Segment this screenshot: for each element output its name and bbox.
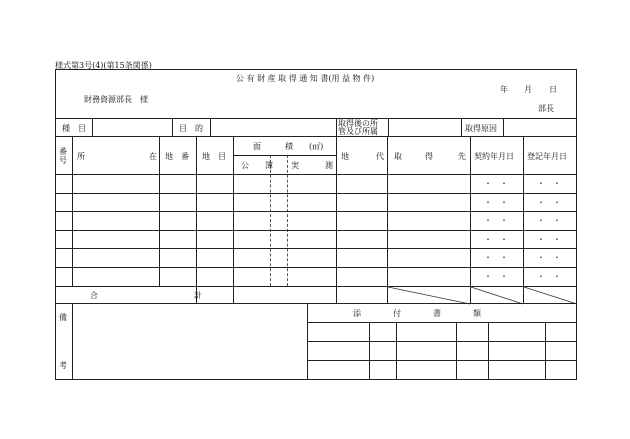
registry-dots-6: ・ ・ [537,272,561,281]
header-area-unit: (㎡) [309,142,324,151]
contract-dots-1: ・ ・ [484,179,508,188]
header-contract-date: 契約年月日 [474,152,514,161]
contract-dots-5: ・ ・ [484,253,508,262]
header-seller-c: 先 [458,152,466,161]
total-label-b: 計 [194,291,202,300]
header-area-jissoku-b: 測 [325,161,333,170]
header-chiban: 地 番 [165,152,189,161]
header-seller-b: 得 [425,152,433,161]
remarks-label-a: 備 [59,313,67,322]
form-code: 様式第3号(4)(第15条関係) [55,61,152,70]
label-reason: 取得原因 [465,124,497,133]
label-purpose: 目 的 [179,124,203,133]
addressee: 財務資源部長 様 [84,95,148,104]
info-row [55,118,577,137]
date-day: 日 [549,85,557,94]
header-area-jissoku-a: 実 [291,161,299,170]
contract-dots-2: ・ ・ [484,198,508,207]
label-owner-2: 管及び所属 [338,127,378,136]
registry-dots-3: ・ ・ [537,216,561,225]
header-location-a: 所 [77,152,85,161]
header-registry-date: 登記年月日 [527,152,567,161]
registry-dots-5: ・ ・ [537,253,561,262]
header-rent-b: 代 [376,152,384,161]
form-title: 公 有 財 産 取 得 通 知 書(用 益 物 件) [236,74,375,83]
label-owner-1: 取得後の所 [338,119,378,128]
registry-dots-2: ・ ・ [537,198,561,207]
contract-dots-6: ・ ・ [484,272,508,281]
header-location-b: 在 [149,152,157,161]
header-area-b: 積 [285,142,293,151]
registry-dots-4: ・ ・ [537,235,561,244]
contract-dots-4: ・ ・ [484,235,508,244]
header-area-kobo: 公 簿 [241,161,273,170]
header-area-a: 面 [253,142,261,151]
total-label-a: 合 [90,291,98,300]
remarks-label-b: 考 [59,361,67,370]
registry-dots-1: ・ ・ [537,179,561,188]
header-rent-a: 地 [341,152,349,161]
contract-dots-3: ・ ・ [484,216,508,225]
label-kind: 種 目 [62,124,86,133]
date-year: 年 [500,85,508,94]
date-month: 月 [524,85,532,94]
header-seller-a: 取 [394,152,402,161]
sender: 部長 [538,104,554,113]
header-number: 番号 [59,147,67,165]
attached-docs-header: 添 付 書 類 [353,309,481,318]
header-chimoku: 地 目 [202,152,226,161]
